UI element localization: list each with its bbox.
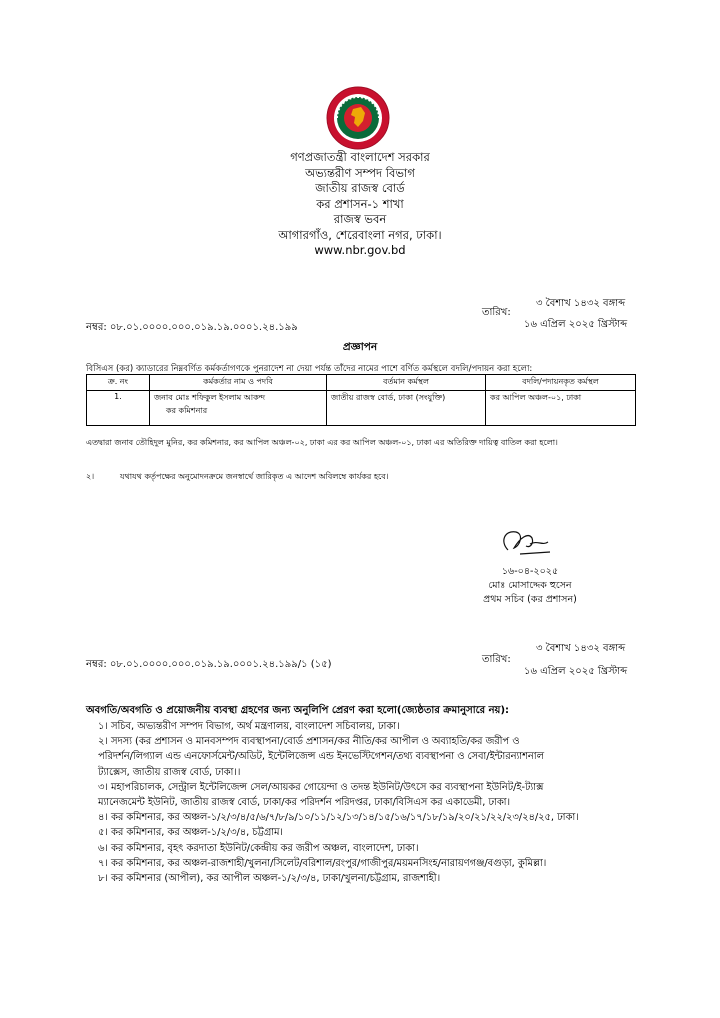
officer-name: জনাব মোঃ শফিকুল ইসলাম আকন্দ bbox=[154, 393, 266, 402]
notice-intro: বিসিএস (কর) ক্যাডারের নিম্নবর্ণিত কর্মকর্তাগণকে পুনরাদেশ না দেয়া পর্যন্ত তাঁদের নামের পাশে বর্ণিত কর্মস্থলে বদলি/পদায়ন করা হলো: bbox=[86, 364, 533, 374]
cell-serial: 1. bbox=[87, 391, 150, 426]
header-transfer: বদলি/পদায়নকৃত কর্মস্থল bbox=[486, 375, 636, 391]
notice-title: প্রজ্ঞাপন bbox=[342, 341, 378, 353]
para-additional-charge: এতদ্বারা জনাব তৌহিদুল মুনির, কর কমিশনার, কর আপিল অঞ্চল-০২, ঢাকা এর কর আপিল অঞ্চল-০১, ঢাকা এর অতিরিক্ত দায়িত্ব বাতিল করা হলো। bbox=[86, 438, 558, 447]
memo2-date-bangla: ৩ বৈশাখ ১৪৩২ বঙ্গাব্দ bbox=[536, 643, 626, 654]
signatory-designation: প্রথম সচিব (কর প্রশাসন) bbox=[483, 594, 577, 605]
header-line-division: অভ্যন্তরীণ সম্পদ বিভাগ bbox=[305, 165, 415, 180]
list-item: পরিদর্শন/লিগ্যাল এন্ড এনফোর্সমেন্ট/অডিট, ইন্টেলিজেন্স এন্ড ইনভেস্টিগেশন/তথ্য ব্যবস্থাপনা ও সেবা/ইন্টারন্যাশনাল bbox=[98, 751, 544, 763]
handwritten-signature bbox=[490, 520, 570, 560]
cell-name-designation bbox=[150, 391, 327, 426]
table-row bbox=[87, 391, 636, 426]
cell-current: জাতীয় রাজস্ব বোর্ড, ঢাকা (সংযুক্তি) bbox=[327, 391, 486, 426]
memo2-date-gregorian: ১৬ এপ্রিল ২০২৫ খ্রিস্টাব্দ bbox=[524, 666, 628, 677]
memo1-date-bangla: ৩ বৈশাখ ১৪৩২ বঙ্গাব্দ bbox=[536, 298, 626, 309]
header-line-branch: কর প্রশাসন-১ শাখা bbox=[316, 196, 404, 211]
signatory-name: মোঃ মোসাদ্দেক হুসেন bbox=[488, 580, 572, 591]
office-header bbox=[0, 150, 720, 259]
list-item: ২। সদস্য (কর প্রশাসন ও মানবসম্পদ ব্যবস্থাপনা/বোর্ড প্রশাসন/কর নীতি/কর আপীল ও অব্যাহতি/কর জরীপ ও bbox=[98, 736, 520, 748]
memo1-date-gregorian: ১৬ এপ্রিল ২০২৫ খ্রিস্টাব্দ bbox=[524, 319, 628, 330]
header-current: বর্তমান কর্মস্থল bbox=[327, 375, 486, 391]
list-item: ম্যানেজমেন্ট ইউনিট, জাতীয় রাজস্ব বোর্ড, ঢাকা/কর পরিদর্শন পরিদপ্তর, ঢাকা/বিসিএস কর একাডেমী, ঢাকা। bbox=[98, 797, 511, 809]
list-item: ৪। কর কমিশনার, কর অঞ্চল-১/২/৩/৪/৫/৬/৭/৮/৯/১০/১১/১২/১৩/১৪/১৫/১৬/১৭/১৮/১৯/২০/২১/২২/২৩/২৪/২৫, ঢাকা। bbox=[98, 812, 579, 824]
table-header-row bbox=[87, 375, 636, 391]
list-item: ৫। কর কমিশনার, কর অঞ্চল-১/২/৩/৪, চট্টগ্রাম। bbox=[98, 827, 283, 839]
header-line-website: www.nbr.gov.bd bbox=[314, 243, 406, 257]
list-item: ট্যাক্সেস, জাতীয় রাজস্ব বোর্ড, ঢাকা।। bbox=[98, 766, 241, 778]
distribution-list bbox=[98, 719, 658, 886]
header-line-building: রাজস্ব ভবন bbox=[333, 212, 387, 226]
memo2-number: নম্বর: ০৮.০১.০০০০.০০০.০১৯.১৯.০০০১.২৪.১৯৯/১ (১৫) bbox=[86, 659, 332, 670]
header-name: কর্মকর্তার নাম ও পদবি bbox=[150, 375, 327, 391]
signature-block bbox=[470, 520, 590, 607]
para-2-text: যথাযথ কর্তৃপক্ষের অনুমোদনক্রমে জনস্বার্থে জারিকৃত এ আদেশ অবিলম্বে কার্যকর হবে। bbox=[120, 472, 389, 481]
list-item: ৩। মহাপরিচালক, সেন্ট্রাল ইন্টেলিজেন্স সেল/আয়কর গোয়েন্দা ও তদন্ত ইউনিট/উৎসে কর ব্যবস্থাপনা ইউনিট/ই-ট্যাক্স bbox=[98, 781, 544, 793]
header-line-address: আগারগাঁও, শেরেবাংলা নগর, ঢাকা। bbox=[278, 227, 442, 242]
header-line-government: গণপ্রজাতন্ত্রী বাংলাদেশ সরকার bbox=[290, 150, 430, 164]
cell-transfer: কর আপিল অঞ্চল-০১, ঢাকা bbox=[486, 391, 636, 426]
signature-date: ১৬-০৪-২০২৫ bbox=[501, 566, 559, 577]
memo1-number: নম্বর: ০৮.০১.০০০০.০০০.০১৯.১৯.০০০১.২৪.১৯৯ bbox=[86, 322, 298, 333]
government-seal bbox=[325, 85, 391, 151]
list-item: ৬। কর কমিশনার, বৃহৎ করদাতা ইউনিট/কেন্দ্রীয় কর জরীপ অঞ্চল, বাংলাদেশ, ঢাকা। bbox=[98, 842, 419, 854]
header-line-board: জাতীয় রাজস্ব বোর্ড bbox=[315, 181, 405, 195]
para-2-number: ২। bbox=[86, 472, 95, 481]
memo2-date-label: তারিখ: bbox=[482, 654, 511, 665]
officer-designation: কর কমিশনার bbox=[166, 406, 208, 415]
list-item: ৭। কর কমিশনার, কর অঞ্চল-রাজশাহী/খুলনা/সিলেট/বরিশাল/রংপুর/গাজীপুর/ময়মনসিংহ/নারায়ণগঞ্জ/বগুড়া, কুমিল্লা। bbox=[98, 857, 547, 869]
transfer-table bbox=[86, 374, 636, 426]
distribution-heading: অবগতি/অবগতি ও প্রয়োজনীয় ব্যবস্থা গ্রহণের জন্য অনুলিপি প্রেরণ করা হলো(জ্যেষ্ঠতার ক্রমানুসারে নয়): bbox=[86, 705, 510, 716]
header-serial: ক্র. নং bbox=[87, 375, 150, 391]
list-item: ১। সচিব, অভ্যন্তরীণ সম্পদ বিভাগ, অর্থ মন্ত্রণালয়, বাংলাদেশ সচিবালয়, ঢাকা। bbox=[98, 721, 400, 732]
memo1-date-label: তারিখ: bbox=[482, 307, 511, 318]
list-item: ৮। কর কমিশনার (আপীল), কর আপীল অঞ্চল-১/২/৩/৪, ঢাকা/খুলনা/চট্টগ্রাম, রাজশাহী। bbox=[98, 873, 441, 885]
